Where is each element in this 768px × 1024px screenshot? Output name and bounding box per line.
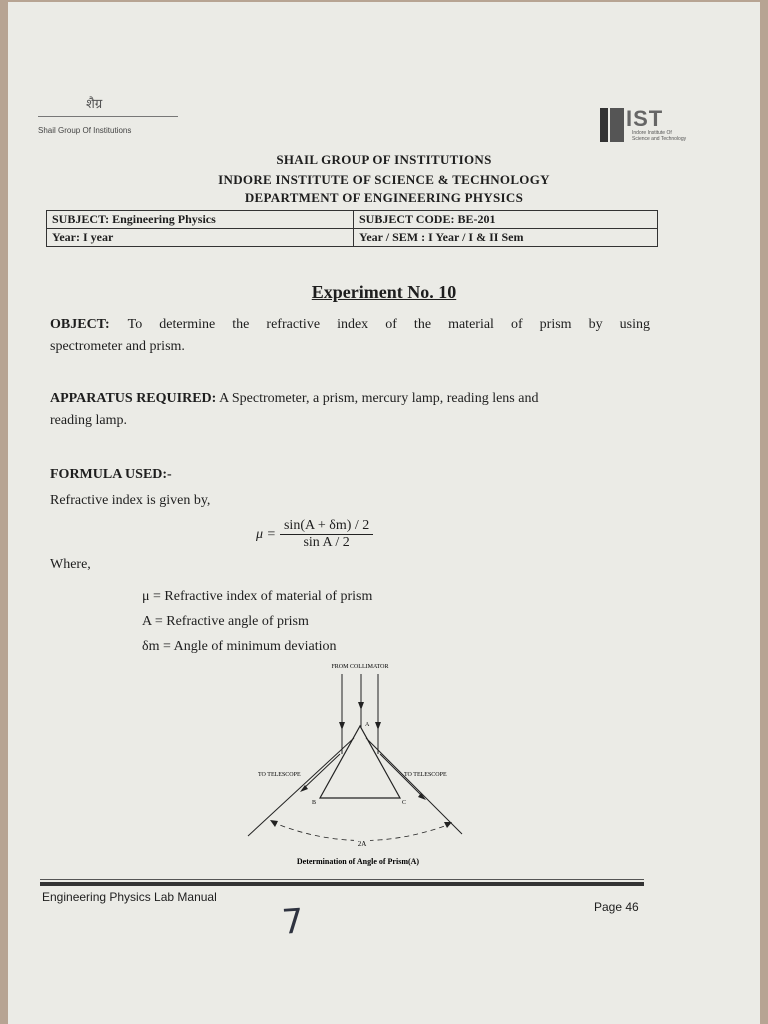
object-text-line1: To determine the refractive index of the material of prism by using bbox=[127, 317, 650, 332]
footer-page-number: Page 46 bbox=[594, 900, 639, 914]
footer-rule-thin bbox=[40, 879, 644, 880]
header-line-1: SHAIL GROUP OF INSTITUTIONS bbox=[276, 152, 492, 167]
iist-logo-mark: IST bbox=[626, 106, 664, 131]
definition-delta-m: δm = Angle of minimum deviation bbox=[142, 639, 337, 654]
definition-mu: μ = Refractive index of material of prism bbox=[142, 589, 373, 604]
apparatus-section bbox=[50, 388, 650, 432]
header-line-3: DEPARTMENT OF ENGINEERING PHYSICS bbox=[244, 190, 524, 205]
document-page bbox=[8, 2, 760, 1024]
header-line-2: INDORE INSTITUTE OF SCIENCE & TECHNOLOGY bbox=[218, 172, 550, 187]
object-text-line2: spectrometer and prism. bbox=[50, 339, 185, 354]
institution-logo-caption: Shail Group Of Institutions bbox=[38, 126, 132, 135]
refractive-index-formula bbox=[256, 518, 373, 551]
formula-denominator: sin A / 2 bbox=[303, 535, 350, 550]
experiment-title: Experiment No. 10 bbox=[311, 282, 457, 302]
iist-logo-caption-1: Indore Institute Of bbox=[632, 130, 672, 136]
to-telescope-right-label: TO TELESCOPE bbox=[404, 772, 447, 778]
formula-numerator: sin(A + δm) / 2 bbox=[280, 518, 373, 535]
vertex-a-label: A bbox=[365, 722, 370, 728]
apparatus-text-line2: reading lamp. bbox=[50, 413, 127, 428]
iist-logo bbox=[600, 106, 700, 146]
object-label: OBJECT: bbox=[50, 317, 110, 332]
reflected-ray-left bbox=[248, 738, 354, 836]
formula-lhs: μ = bbox=[256, 526, 276, 542]
subject-code-cell: SUBJECT CODE: BE-201 bbox=[354, 211, 658, 229]
subject-cell: SUBJECT: Engineering Physics bbox=[47, 211, 354, 229]
institution-logo-hindi: शैग्र bbox=[86, 96, 103, 111]
apparatus-label: APPARATUS REQUIRED: bbox=[50, 391, 217, 406]
angle-2a-label: 2A bbox=[357, 840, 367, 848]
prism-angle-diagram bbox=[228, 658, 488, 874]
subject-info-table bbox=[46, 210, 658, 247]
arrow-icon bbox=[444, 822, 452, 828]
vertex-b-label: B bbox=[312, 800, 317, 806]
object-section bbox=[50, 314, 650, 358]
footer-manual-title: Engineering Physics Lab Manual bbox=[42, 890, 217, 904]
logo-divider bbox=[38, 116, 178, 117]
formula-label: FORMULA USED:- bbox=[50, 467, 172, 482]
year-cell: Year: I year bbox=[47, 229, 354, 247]
to-telescope-left-label: TO TELESCOPE bbox=[258, 772, 301, 778]
arrow-icon bbox=[339, 722, 345, 730]
arrow-icon bbox=[358, 702, 364, 710]
from-collimator-label: FROM COLLIMATOR bbox=[331, 664, 389, 670]
definition-a: A = Refractive angle of prism bbox=[142, 614, 309, 629]
formula-intro: Refractive index is given by, bbox=[50, 493, 211, 508]
handwritten-mark: 7 bbox=[280, 901, 306, 943]
angle-arc bbox=[272, 822, 450, 841]
where-label: Where, bbox=[50, 557, 91, 572]
year-sem-cell: Year / SEM : I Year / I & II Sem bbox=[354, 229, 658, 247]
diagram-caption: Determination of Angle of Prism(A) bbox=[296, 857, 420, 866]
definitions-list bbox=[142, 584, 372, 659]
iist-logo-caption-2: Science and Technology bbox=[632, 136, 687, 142]
vertex-c-label: C bbox=[402, 800, 407, 806]
reflected-ray-right bbox=[366, 738, 462, 834]
apparatus-text-line1: A Spectrometer, a prism, mercury lamp, reading lens and bbox=[219, 391, 539, 406]
arrow-icon bbox=[375, 722, 381, 730]
footer-rule bbox=[40, 882, 644, 886]
